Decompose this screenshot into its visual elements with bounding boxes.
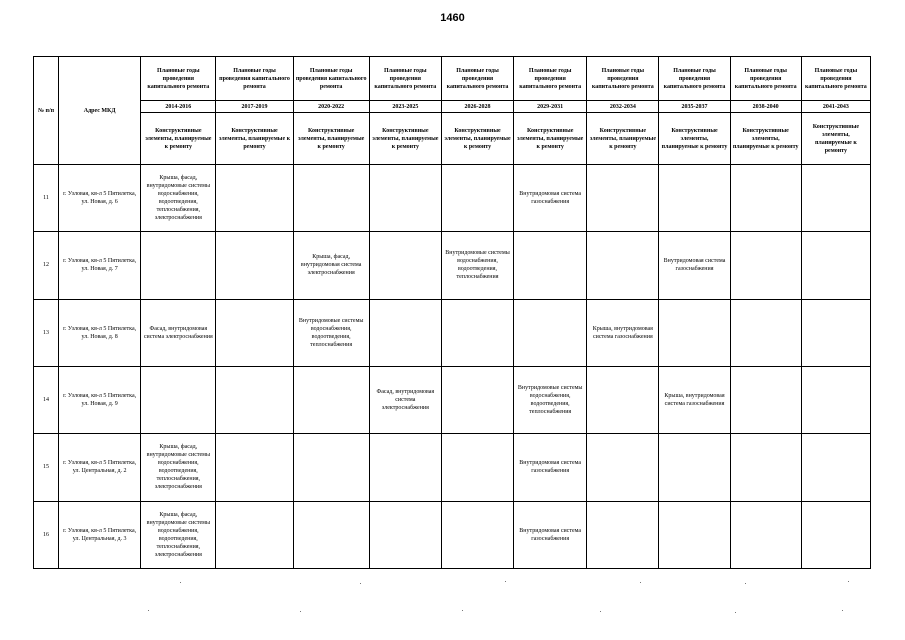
repair-elements-cell <box>141 232 216 299</box>
repair-elements-cell: Фасад, внутридомовая система электроснабжения <box>141 299 216 366</box>
header-period-label: Плановые годы проведения капитального ремонта <box>293 57 369 101</box>
repair-elements-cell <box>730 299 801 366</box>
row-address: г. Узловая, кв-л 5 Пятилетка, ул. Центральная, д. 3 <box>59 501 141 568</box>
header-period-years: 2014-2016 <box>141 101 216 113</box>
repair-elements-cell <box>441 501 513 568</box>
header-period-label: Плановые годы проведения капитального ремонта <box>441 57 513 101</box>
row-address: г. Узловая, кв-л 5 Пятилетка, ул. Новая, д. 9 <box>59 366 141 433</box>
table-row <box>34 434 871 501</box>
repair-elements-cell: Внутридомовые системы водоснабжения, водоотведения, теплоснабжения <box>441 232 513 299</box>
repair-elements-cell <box>659 165 730 232</box>
repair-elements-cell <box>659 299 730 366</box>
header-period-years: 2023-2025 <box>369 101 441 113</box>
header-period-label: Плановые годы проведения капитального ремонта <box>730 57 801 101</box>
capital-repair-plan-table <box>33 56 871 569</box>
repair-elements-cell <box>801 165 870 232</box>
repair-elements-cell <box>587 366 659 433</box>
header-elements-label: Конструктивные элементы, планируемые к ремонту <box>369 113 441 165</box>
row-number: 12 <box>34 232 59 299</box>
repair-elements-cell <box>730 165 801 232</box>
scan-noise <box>0 580 905 620</box>
repair-elements-cell <box>730 501 801 568</box>
header-row-years <box>34 101 871 113</box>
header-period-years: 2026-2028 <box>441 101 513 113</box>
row-number: 14 <box>34 366 59 433</box>
header-elements-label: Конструктивные элементы, планируемые к ремонту <box>801 113 870 165</box>
repair-elements-cell <box>369 165 441 232</box>
repair-elements-cell: Внутридомовая система газоснабжения <box>514 501 587 568</box>
table-row <box>34 232 871 299</box>
repair-elements-cell: Внутридомовые системы водоснабжения, водоотведения, теплоснабжения <box>514 366 587 433</box>
header-period-label: Плановые годы проведения капитального ремонта <box>369 57 441 101</box>
repair-elements-cell <box>216 434 293 501</box>
repair-elements-cell: Внутридомовая система газоснабжения <box>514 434 587 501</box>
row-number: 16 <box>34 501 59 568</box>
header-num: № п/п <box>34 57 59 165</box>
repair-elements-cell <box>801 366 870 433</box>
row-number: 15 <box>34 434 59 501</box>
repair-elements-cell: Крыша, внутридомовая система газоснабжения <box>587 299 659 366</box>
repair-elements-cell: Крыша, фасад, внутридомовые системы водоснабжения, водоотведения, теплоснабжения, электроснабжения <box>141 165 216 232</box>
header-period-years: 2017-2019 <box>216 101 293 113</box>
repair-elements-cell: Фасад, внутридомовая система электроснабжения <box>369 366 441 433</box>
header-elements-label: Конструктивные элементы, планируемые к ремонту <box>659 113 730 165</box>
row-number: 11 <box>34 165 59 232</box>
header-elements-label: Конструктивные элементы, планируемые к ремонту <box>514 113 587 165</box>
header-period-years: 2020-2022 <box>293 101 369 113</box>
repair-elements-cell <box>216 366 293 433</box>
header-period-years: 2038-2040 <box>730 101 801 113</box>
repair-elements-cell: Крыша, фасад, внутридомовая система электроснабжения <box>293 232 369 299</box>
repair-elements-cell <box>216 299 293 366</box>
repair-elements-cell <box>141 366 216 433</box>
header-period-label: Плановые годы проведения капитального ремонта <box>514 57 587 101</box>
repair-elements-cell <box>801 232 870 299</box>
repair-elements-cell <box>369 232 441 299</box>
repair-elements-cell <box>216 501 293 568</box>
repair-elements-cell <box>730 434 801 501</box>
repair-elements-cell: Крыша, фасад, внутридомовые системы водоснабжения, водоотведения, теплоснабжения, электроснабжения <box>141 434 216 501</box>
repair-elements-cell <box>801 501 870 568</box>
header-elements-label: Конструктивные элементы, планируемые к ремонту <box>293 113 369 165</box>
header-period-label: Плановые годы проведения капитального ремонта <box>587 57 659 101</box>
repair-elements-cell <box>216 232 293 299</box>
repair-elements-cell <box>441 165 513 232</box>
repair-elements-cell <box>441 434 513 501</box>
header-elements-label: Конструктивные элементы, планируемые к ремонту <box>216 113 293 165</box>
header-row-period <box>34 57 871 101</box>
header-elements-label: Конструктивные элементы, планируемые к ремонту <box>730 113 801 165</box>
repair-elements-cell: Внутридомовые системы водоснабжения, водоотведения, теплоснабжения <box>293 299 369 366</box>
repair-elements-cell <box>659 434 730 501</box>
row-address: г. Узловая, кв-л 5 Пятилетка, ул. Центральная, д. 2 <box>59 434 141 501</box>
header-period-label: Плановые годы проведения капитального ремонта <box>141 57 216 101</box>
header-period-years: 2035-2037 <box>659 101 730 113</box>
repair-elements-cell <box>730 366 801 433</box>
table-row <box>34 501 871 568</box>
repair-elements-cell <box>293 434 369 501</box>
repair-elements-cell <box>514 299 587 366</box>
row-address: г. Узловая, кв-л 5 Пятилетка, ул. Новая, д. 7 <box>59 232 141 299</box>
row-address: г. Узловая, кв-л 5 Пятилетка, ул. Новая, д. 6 <box>59 165 141 232</box>
repair-elements-cell: Внутридомовая система газоснабжения <box>659 232 730 299</box>
repair-elements-cell <box>441 299 513 366</box>
repair-elements-cell <box>587 165 659 232</box>
header-period-years: 2032-2034 <box>587 101 659 113</box>
table-row <box>34 299 871 366</box>
repair-elements-cell <box>293 366 369 433</box>
repair-elements-cell <box>441 366 513 433</box>
repair-elements-cell <box>587 501 659 568</box>
repair-elements-cell <box>514 232 587 299</box>
row-address: г. Узловая, кв-л 5 Пятилетка, ул. Новая, д. 8 <box>59 299 141 366</box>
repair-elements-cell <box>369 299 441 366</box>
page-number: 1460 <box>440 12 465 24</box>
repair-elements-cell <box>801 434 870 501</box>
repair-elements-cell <box>293 165 369 232</box>
header-period-label: Плановые годы проведения капитального ремонта <box>659 57 730 101</box>
header-period-label: Плановые годы проведения капитального ремонта <box>216 57 293 101</box>
repair-elements-cell <box>587 232 659 299</box>
repair-elements-cell <box>369 501 441 568</box>
header-address: Адрес МКД <box>59 57 141 165</box>
repair-elements-cell <box>369 434 441 501</box>
header-elements-label: Конструктивные элементы, планируемые к ремонту <box>441 113 513 165</box>
repair-elements-cell: Крыша, фасад, внутридомовые системы водоснабжения, водоотведения, теплоснабжения, электроснабжения <box>141 501 216 568</box>
header-elements-label: Конструктивные элементы, планируемые к ремонту <box>141 113 216 165</box>
header-elements-label: Конструктивные элементы, планируемые к ремонту <box>587 113 659 165</box>
repair-elements-cell <box>293 501 369 568</box>
repair-elements-cell <box>587 434 659 501</box>
repair-elements-cell <box>801 299 870 366</box>
repair-elements-cell: Внутридомовая система газоснабжения <box>514 165 587 232</box>
repair-elements-cell <box>216 165 293 232</box>
header-period-years: 2041-2043 <box>801 101 870 113</box>
repair-elements-cell: Крыша, внутридомовая система газоснабжения <box>659 366 730 433</box>
repair-elements-cell <box>659 501 730 568</box>
header-period-label: Плановые годы проведения капитального ремонта <box>801 57 870 101</box>
table-row <box>34 366 871 433</box>
header-period-years: 2029-2031 <box>514 101 587 113</box>
repair-elements-cell <box>730 232 801 299</box>
header-row-elements <box>34 113 871 165</box>
row-number: 13 <box>34 299 59 366</box>
table-row <box>34 165 871 232</box>
